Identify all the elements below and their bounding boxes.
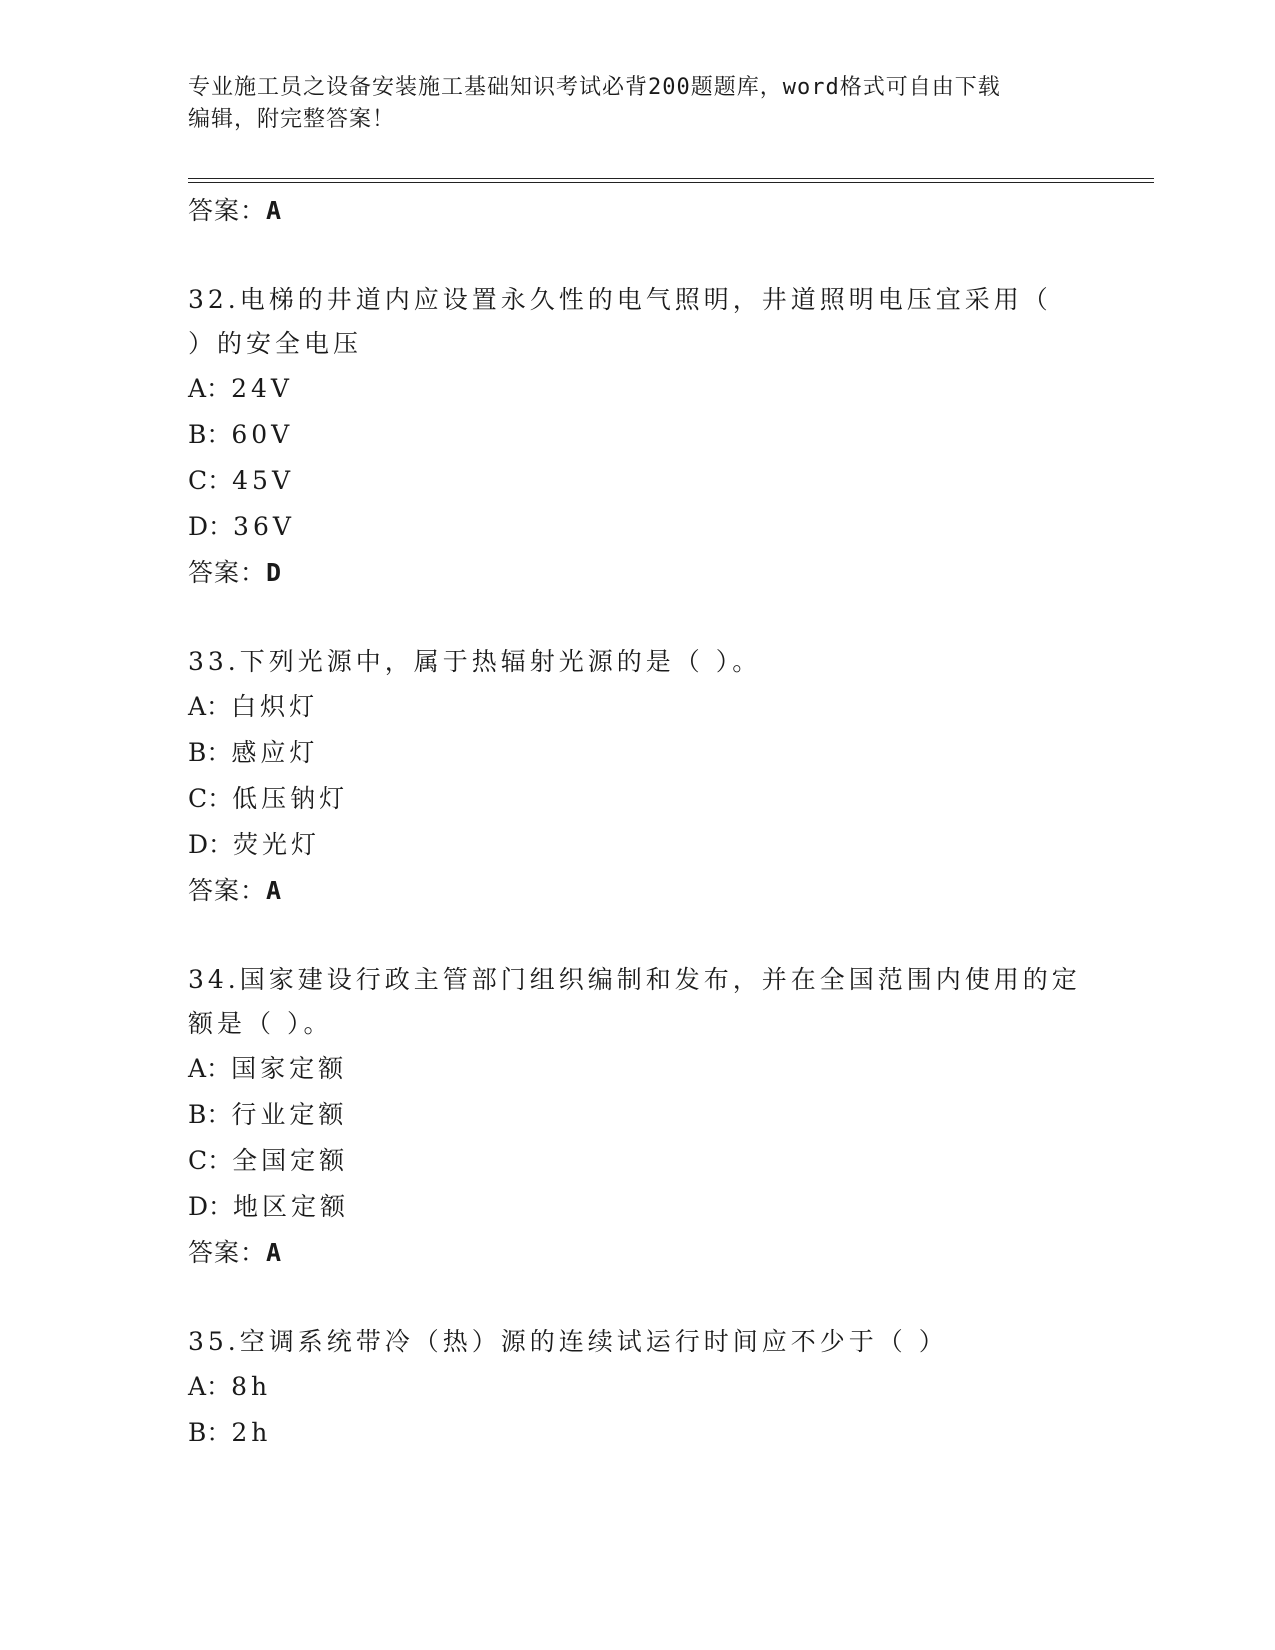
answer-line	[188, 868, 1088, 914]
option-a	[188, 1046, 1088, 1092]
option-c	[188, 458, 1088, 504]
option-text: 行业定额	[231, 1100, 348, 1129]
question-text-continued: 额是（ ）。	[188, 1009, 333, 1038]
header-title-line-2: 编辑，附完整答案！	[188, 107, 396, 132]
answer-label: 答案：	[188, 558, 267, 587]
option-b	[188, 412, 1088, 458]
option-d	[188, 1184, 1088, 1230]
question-number: 33.	[188, 647, 240, 676]
answer-value: A	[266, 1238, 283, 1267]
question-list	[188, 188, 1088, 1456]
option-text: 感应灯	[231, 738, 319, 767]
option-letter: B：	[188, 1418, 232, 1447]
option-d	[188, 822, 1088, 868]
header-divider-bottom	[188, 182, 1154, 183]
option-text: 2h	[231, 1418, 272, 1447]
option-b	[188, 1092, 1088, 1138]
question-number: 35.	[188, 1327, 240, 1356]
question-text: 国家建设行政主管部门组织编制和发布，并在全国范围内使用的定	[239, 965, 1081, 994]
header-divider-top	[188, 178, 1154, 179]
option-letter: C：	[188, 1146, 233, 1175]
question-text: 空调系统带冷（热）源的连续试运行时间应不少于（ ）	[239, 1327, 948, 1356]
page-header	[188, 72, 1088, 136]
option-d	[188, 504, 1088, 550]
option-text: 8h	[231, 1372, 272, 1401]
option-letter: C：	[188, 784, 233, 813]
option-text: 45V	[232, 466, 295, 495]
spacer	[188, 234, 1088, 278]
option-letter: B：	[188, 738, 232, 767]
answer-value: A	[266, 876, 283, 905]
question-text: 下列光源中，属于热辐射光源的是（ ）。	[239, 647, 762, 676]
option-a	[188, 366, 1088, 412]
option-letter: D：	[188, 512, 234, 541]
option-letter: B：	[188, 1100, 232, 1129]
answer-label: 答案：	[188, 876, 267, 905]
header-title-line-1: 专业施工员之设备安装施工基础知识考试必背200题题库，word格式可自由下载	[188, 75, 1001, 100]
option-letter: C：	[188, 466, 233, 495]
option-b	[188, 730, 1088, 776]
question-stem	[188, 958, 1088, 1046]
option-text: 全国定额	[232, 1146, 349, 1175]
question-text: 电梯的井道内应设置永久性的电气照明，井道照明电压宜采用（	[239, 285, 1052, 314]
option-letter: A：	[188, 1372, 232, 1401]
answer-line	[188, 1230, 1088, 1276]
spacer	[188, 1276, 1088, 1320]
answer-value: A	[266, 196, 283, 225]
question-stem	[188, 278, 1088, 366]
option-text: 36V	[233, 512, 295, 541]
option-b	[188, 1410, 1088, 1456]
option-a	[188, 1364, 1088, 1410]
option-a	[188, 684, 1088, 730]
answer-line	[188, 188, 1088, 234]
option-letter: A：	[188, 374, 232, 403]
spacer	[188, 596, 1088, 640]
option-c	[188, 776, 1088, 822]
option-letter: A：	[188, 1054, 232, 1083]
answer-value: D	[266, 558, 283, 587]
option-letter: D：	[188, 1192, 234, 1221]
answer-label: 答案：	[188, 196, 267, 225]
answer-label: 答案：	[188, 1238, 267, 1267]
option-text: 地区定额	[233, 1192, 350, 1221]
option-text: 荧光灯	[233, 830, 321, 859]
answer-line	[188, 550, 1088, 596]
option-text: 国家定额	[231, 1054, 348, 1083]
question-text-continued: ）的安全电压	[188, 329, 363, 358]
option-text: 24V	[231, 374, 293, 403]
question-number: 32.	[188, 285, 240, 314]
option-letter: B：	[188, 420, 232, 449]
question-number: 34.	[188, 965, 240, 994]
question-stem	[188, 640, 1088, 684]
option-text: 白炽灯	[231, 692, 319, 721]
option-letter: D：	[188, 830, 234, 859]
spacer	[188, 914, 1088, 958]
option-letter: A：	[188, 692, 232, 721]
option-text: 低压钠灯	[232, 784, 349, 813]
option-c	[188, 1138, 1088, 1184]
option-text: 60V	[231, 420, 294, 449]
question-stem	[188, 1320, 1088, 1364]
